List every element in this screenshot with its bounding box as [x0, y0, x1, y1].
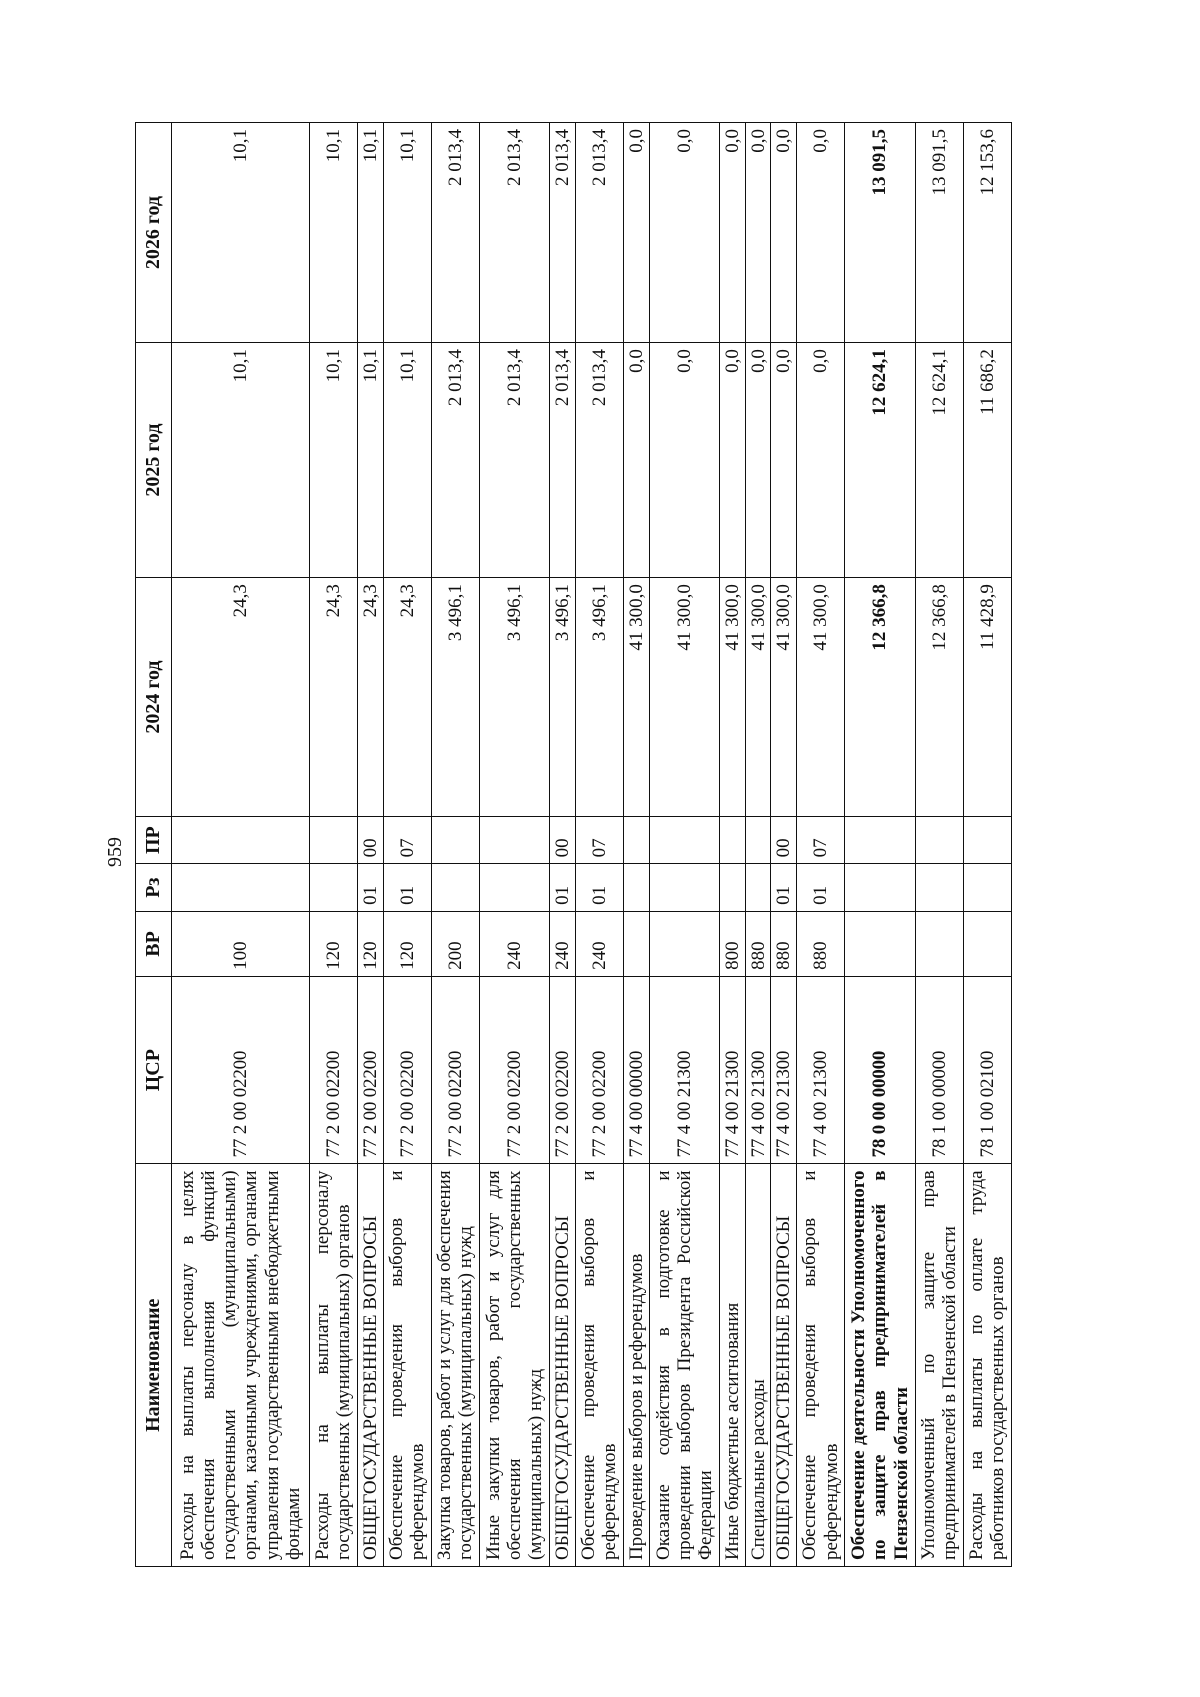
- table-row: [845, 123, 916, 1567]
- row-name-cell: Обеспечение проведения выборов и референдумов: [383, 1164, 431, 1567]
- row-pr-cell: [431, 816, 479, 864]
- row-vr-cell: [624, 911, 650, 976]
- row-rz-cell: 01: [771, 864, 797, 912]
- row-csr-cell: 77 4 00 00000: [624, 976, 650, 1164]
- row-2024-cell: 41 300,0: [624, 578, 650, 817]
- row-csr-cell: 77 2 00 02200: [575, 976, 623, 1164]
- row-csr-cell: 77 4 00 21300: [797, 976, 845, 1164]
- row-2026-cell: 2 013,4: [431, 123, 479, 343]
- row-vr-cell: 880: [745, 911, 771, 976]
- row-pr-cell: 07: [797, 816, 845, 864]
- row-pr-cell: [915, 816, 963, 864]
- row-csr-cell: 78 1 00 00000: [915, 976, 963, 1164]
- row-2026-cell: 0,0: [797, 123, 845, 343]
- row-vr-cell: 200: [431, 911, 479, 976]
- row-pr-cell: [963, 816, 1011, 864]
- table-row: [915, 123, 963, 1567]
- row-rz-cell: [963, 864, 1011, 912]
- row-2025-cell: 2 013,4: [431, 343, 479, 578]
- row-csr-cell: 77 4 00 21300: [745, 976, 771, 1164]
- row-pr-cell: [720, 816, 746, 864]
- row-2025-cell: 11 686,2: [963, 343, 1011, 578]
- row-2025-cell: 0,0: [745, 343, 771, 578]
- table-row: [383, 123, 431, 1567]
- row-2025-cell: 0,0: [797, 343, 845, 578]
- row-vr-cell: 240: [575, 911, 623, 976]
- row-vr-cell: 120: [383, 911, 431, 976]
- row-2025-cell: 10,1: [172, 343, 310, 578]
- rotated-table-container: [135, 122, 1012, 1567]
- table-row: [797, 123, 845, 1567]
- row-rz-cell: 01: [383, 864, 431, 912]
- row-2025-cell: 0,0: [649, 343, 720, 578]
- row-rz-cell: [624, 864, 650, 912]
- row-2025-cell: 10,1: [383, 343, 431, 578]
- row-name-cell: Специальные расходы: [745, 1164, 771, 1567]
- row-pr-cell: 00: [550, 816, 576, 864]
- row-name-cell: ОБЩЕГОСУДАРСТВЕННЫЕ ВОПРОСЫ: [358, 1164, 384, 1567]
- row-csr-cell: 77 2 00 02200: [550, 976, 576, 1164]
- row-2025-cell: 0,0: [624, 343, 650, 578]
- row-name-cell: Расходы на выплаты персоналу в целях обеспечения выполнения функций государственными (муниципальными) органами, казенными учреждениями, органами управления государственными внебюджетными фондами: [172, 1164, 310, 1567]
- row-2024-cell: 3 496,1: [431, 578, 479, 817]
- row-2026-cell: 0,0: [771, 123, 797, 343]
- row-pr-cell: 07: [383, 816, 431, 864]
- budget-table: [135, 122, 1012, 1567]
- table-row: [550, 123, 576, 1567]
- row-2026-cell: 10,1: [383, 123, 431, 343]
- row-2024-cell: 3 496,1: [550, 578, 576, 817]
- header-2025: 2025 год: [136, 343, 172, 578]
- row-vr-cell: 880: [797, 911, 845, 976]
- row-csr-cell: 77 2 00 02200: [431, 976, 479, 1164]
- row-2025-cell: 2 013,4: [550, 343, 576, 578]
- row-rz-cell: 01: [797, 864, 845, 912]
- row-2026-cell: 2 013,4: [479, 123, 550, 343]
- row-pr-cell: [845, 816, 916, 864]
- row-name-cell: Иные бюджетные ассигнования: [720, 1164, 746, 1567]
- row-rz-cell: [745, 864, 771, 912]
- table-body: [172, 123, 1012, 1567]
- row-vr-cell: [845, 911, 916, 976]
- row-2026-cell: 2 013,4: [575, 123, 623, 343]
- table-row: [771, 123, 797, 1567]
- row-2024-cell: 41 300,0: [797, 578, 845, 817]
- row-rz-cell: [915, 864, 963, 912]
- row-name-cell: Обеспечение проведения выборов и референдумов: [797, 1164, 845, 1567]
- row-2026-cell: 13 091,5: [845, 123, 916, 343]
- row-rz-cell: [479, 864, 550, 912]
- table-row: [575, 123, 623, 1567]
- row-2024-cell: 24,3: [309, 578, 357, 817]
- row-name-cell: Расходы на выплаты персоналу государственных (муниципальных) органов: [309, 1164, 357, 1567]
- table-row: [172, 123, 310, 1567]
- row-2025-cell: 0,0: [771, 343, 797, 578]
- header-pr: ПР: [136, 816, 172, 864]
- row-2024-cell: 11 428,9: [963, 578, 1011, 817]
- table-header-row: [136, 123, 172, 1567]
- row-rz-cell: [720, 864, 746, 912]
- header-rz: Рз: [136, 864, 172, 912]
- row-vr-cell: 100: [172, 911, 310, 976]
- row-2026-cell: 13 091,5: [915, 123, 963, 343]
- row-2024-cell: 24,3: [383, 578, 431, 817]
- row-csr-cell: 77 4 00 21300: [649, 976, 720, 1164]
- table-row: [431, 123, 479, 1567]
- row-name-cell: Закупка товаров, работ и услуг для обеспечения государственных (муниципальных) нужд: [431, 1164, 479, 1567]
- row-vr-cell: [915, 911, 963, 976]
- row-pr-cell: 00: [771, 816, 797, 864]
- header-name: Наименование: [136, 1164, 172, 1567]
- row-csr-cell: 77 4 00 21300: [771, 976, 797, 1164]
- table-row: [745, 123, 771, 1567]
- row-vr-cell: [963, 911, 1011, 976]
- row-2024-cell: 24,3: [172, 578, 310, 817]
- row-2024-cell: 41 300,0: [649, 578, 720, 817]
- row-vr-cell: 120: [309, 911, 357, 976]
- row-2025-cell: 2 013,4: [575, 343, 623, 578]
- row-rz-cell: [649, 864, 720, 912]
- row-2026-cell: 0,0: [720, 123, 746, 343]
- row-2025-cell: 2 013,4: [479, 343, 550, 578]
- row-rz-cell: 01: [550, 864, 576, 912]
- row-vr-cell: 800: [720, 911, 746, 976]
- row-2026-cell: 0,0: [745, 123, 771, 343]
- row-2026-cell: 10,1: [172, 123, 310, 343]
- row-2024-cell: 41 300,0: [771, 578, 797, 817]
- row-2024-cell: 3 496,1: [575, 578, 623, 817]
- table-row: [358, 123, 384, 1567]
- row-name-cell: Проведение выборов и референдумов: [624, 1164, 650, 1567]
- row-2025-cell: 10,1: [309, 343, 357, 578]
- row-vr-cell: 240: [479, 911, 550, 976]
- row-csr-cell: 78 1 00 02100: [963, 976, 1011, 1164]
- row-csr-cell: 78 0 00 00000: [845, 976, 916, 1164]
- row-2026-cell: 10,1: [309, 123, 357, 343]
- row-csr-cell: 77 2 00 02200: [309, 976, 357, 1164]
- row-2026-cell: 0,0: [624, 123, 650, 343]
- row-2024-cell: 12 366,8: [915, 578, 963, 817]
- row-pr-cell: [172, 816, 310, 864]
- row-name-cell: Иные закупки товаров, работ и услуг для обеспечения государственных (муниципальных) нужд: [479, 1164, 550, 1567]
- row-csr-cell: 77 2 00 02200: [172, 976, 310, 1164]
- table-row: [479, 123, 550, 1567]
- row-2026-cell: 2 013,4: [550, 123, 576, 343]
- row-2025-cell: 12 624,1: [915, 343, 963, 578]
- row-2025-cell: 10,1: [358, 343, 384, 578]
- row-rz-cell: 01: [575, 864, 623, 912]
- row-2024-cell: 12 366,8: [845, 578, 916, 817]
- table-row: [624, 123, 650, 1567]
- header-2026: 2026 год: [136, 123, 172, 343]
- row-rz-cell: [309, 864, 357, 912]
- rotated-table-wrapper: [135, 122, 1012, 1567]
- row-csr-cell: 77 2 00 02200: [383, 976, 431, 1164]
- table-row: [963, 123, 1011, 1567]
- row-name-cell: Обеспечение деятельности Уполномоченного по защите прав предпринимателей в Пензенской области: [845, 1164, 916, 1567]
- row-vr-cell: [649, 911, 720, 976]
- row-rz-cell: [431, 864, 479, 912]
- row-2025-cell: 12 624,1: [845, 343, 916, 578]
- row-2024-cell: 3 496,1: [479, 578, 550, 817]
- row-pr-cell: 07: [575, 816, 623, 864]
- row-2024-cell: 41 300,0: [720, 578, 746, 817]
- row-rz-cell: [845, 864, 916, 912]
- row-2026-cell: 10,1: [358, 123, 384, 343]
- table-row: [649, 123, 720, 1567]
- row-2024-cell: 24,3: [358, 578, 384, 817]
- row-pr-cell: [479, 816, 550, 864]
- row-pr-cell: [649, 816, 720, 864]
- row-csr-cell: 77 2 00 02200: [479, 976, 550, 1164]
- row-pr-cell: 00: [358, 816, 384, 864]
- header-vr: ВР: [136, 911, 172, 976]
- row-pr-cell: [624, 816, 650, 864]
- row-vr-cell: 120: [358, 911, 384, 976]
- row-2025-cell: 0,0: [720, 343, 746, 578]
- row-rz-cell: 01: [358, 864, 384, 912]
- page-number: 959: [104, 837, 126, 867]
- table-row: [720, 123, 746, 1567]
- row-pr-cell: [309, 816, 357, 864]
- header-2024: 2024 год: [136, 578, 172, 817]
- row-csr-cell: 77 2 00 02200: [358, 976, 384, 1164]
- row-name-cell: ОБЩЕГОСУДАРСТВЕННЫЕ ВОПРОСЫ: [771, 1164, 797, 1567]
- row-name-cell: Оказание содействия в подготовке и проведении выборов Президента Российской Федерации: [649, 1164, 720, 1567]
- row-name-cell: Расходы на выплаты по оплате труда работников государственных органов: [963, 1164, 1011, 1567]
- row-2026-cell: 12 153,6: [963, 123, 1011, 343]
- header-csr: ЦСР: [136, 976, 172, 1164]
- row-csr-cell: 77 4 00 21300: [720, 976, 746, 1164]
- row-2024-cell: 41 300,0: [745, 578, 771, 817]
- row-name-cell: Уполномоченный по защите прав предпринимателей в Пензенской области: [915, 1164, 963, 1567]
- row-rz-cell: [172, 864, 310, 912]
- row-name-cell: ОБЩЕГОСУДАРСТВЕННЫЕ ВОПРОСЫ: [550, 1164, 576, 1567]
- row-2026-cell: 0,0: [649, 123, 720, 343]
- row-name-cell: Обеспечение проведения выборов и референдумов: [575, 1164, 623, 1567]
- row-vr-cell: 240: [550, 911, 576, 976]
- row-pr-cell: [745, 816, 771, 864]
- row-vr-cell: 880: [771, 911, 797, 976]
- table-row: [309, 123, 357, 1567]
